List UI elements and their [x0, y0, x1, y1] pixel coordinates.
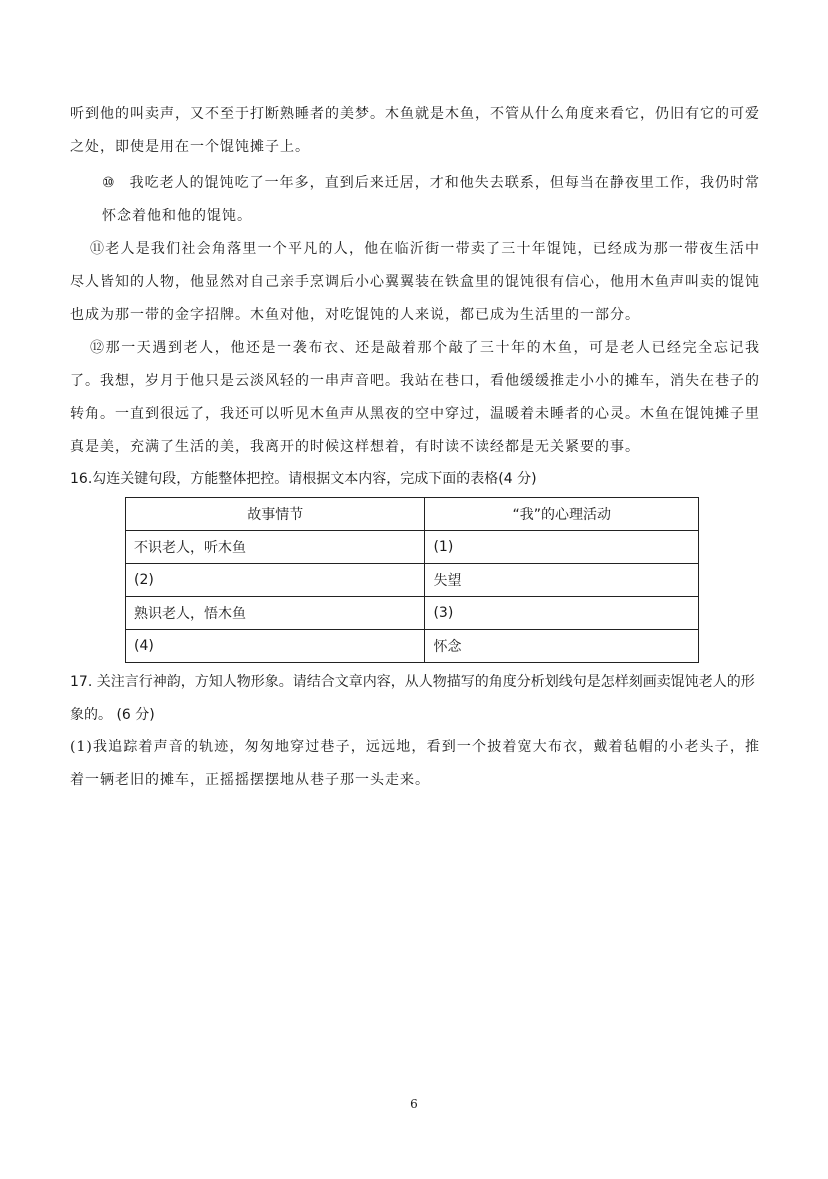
table-cell: (3): [425, 597, 699, 630]
header-my-feelings: “我”的心理活动: [425, 498, 699, 531]
paragraph-continued: 听到他的叫卖声，又不至于打断熟睡者的美梦。木鱼就是木鱼，不管从什么角度来看它，仍旧有它的可爱之处，即使是用在一个馄饨摊子上。: [70, 106, 760, 155]
table-cell: 怀念: [425, 630, 699, 663]
table-cell: 熟识老人，悟木鱼: [126, 597, 425, 630]
table-row: [126, 564, 699, 597]
table-cell: 不识老人，听木鱼: [126, 531, 425, 564]
plot-emotion-table: [125, 497, 699, 663]
paragraph-11: ⑪老人是我们社会角落里一个平凡的人，他在临沂街一带卖了三十年馄饨，已经成为那一带夜生活中尽人皆知的人物，他显然对自己亲手烹调后小心翼翼装在铁盒里的馄饨很有信心，他用木鱼声叫卖的馄饨也成为那一带的金字招牌。木鱼对他，对吃馄饨的人来说，都已成为生活里的一部分。: [70, 241, 760, 323]
paragraph-number: ⑪: [90, 241, 106, 257]
table-cell: (1): [425, 531, 699, 564]
page-number: 6: [410, 1097, 418, 1111]
header-story-plot: 故事情节: [126, 498, 425, 531]
table-header-row: [126, 498, 699, 531]
table-cell: (2): [126, 564, 425, 597]
table-row: [126, 531, 699, 564]
question-16-prompt: 16.勾连关键句段，方能整体把控。请根据文本内容，完成下面的表格(4 分): [70, 471, 537, 487]
paragraph-12: ⑫那一天遇到老人，他还是一袭布衣、还是敲着那个敲了三十年的木鱼，可是老人已经完全忘记我了。我想，岁月于他只是云淡风轻的一串声音吧。我站在巷口，看他缓缓推走小小的摊车，消失在巷子的转角。一直到很远了，我还可以听见木鱼声从黑夜的空中穿过，温暖着未睡者的心灵。木鱼在馄饨摊子里真是美，充满了生活的美，我离开的时候这样想着，有时读不读经都是无关紧要的事。: [70, 340, 761, 455]
paragraph-10: ⑩ 我吃老人的馄饨吃了一年多，直到后来迁居，才和他失去联系，但每当在静夜里工作，我仍时常怀念着他和他的馄饨。: [102, 175, 760, 224]
paragraph-number: ⑫: [90, 340, 106, 356]
table-cell: (4): [126, 630, 425, 663]
table-cell: 失望: [425, 564, 699, 597]
question-17-item-1: (1)我追踪着声音的轨迹，匆匆地穿过巷子，远远地，看到一个披着宽大布衣，戴着毡帽的小老头子，推着一辆老旧的摊车，正摇摇摆摆地从巷子那一头走来。: [70, 739, 760, 788]
paragraph-number: ⑩: [102, 175, 116, 191]
table-row: [126, 597, 699, 630]
table-row: [126, 630, 699, 663]
question-17-prompt: 17. 关注言行神韵，方知人物形象。请结合文章内容，从人物描写的角度分析划线句是怎样刻画卖馄饨老人的形象的。 (6 分): [70, 674, 755, 723]
